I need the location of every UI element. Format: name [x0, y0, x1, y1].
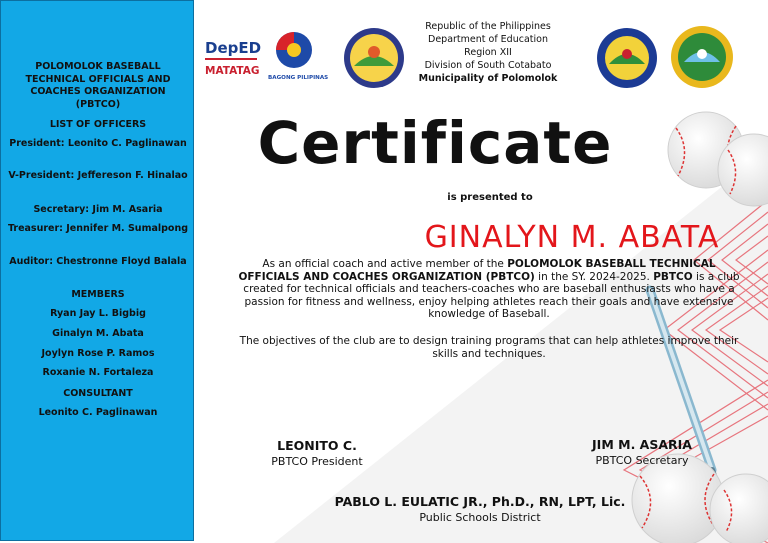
sidebar-org-name: POLOMOLOK BASEBALL TECHNICAL OFFICIALS AND COACHES ORGANIZATION (PBTCO)	[25, 61, 171, 110]
signatory-name: PABLO L. EULATIC JR., Ph.D., RN, LPT, Lic.	[334, 494, 626, 509]
signatory-right	[560, 437, 724, 468]
sidebar-member: Ryan Jay L. Bigbig	[50, 308, 146, 319]
sidebar-officer-president: President: Leonito C. Paglinawan	[9, 138, 187, 149]
body-text: in the SY. 2024-2025.	[534, 270, 654, 283]
bagong-pilipinas-logo	[268, 28, 329, 82]
signatory-bottom	[300, 494, 660, 525]
header-line: Republic of the Philippines	[425, 21, 551, 32]
sidebar-officer-auditor: Auditor: Chestronne Floyd Balala	[9, 256, 187, 267]
body-org-name: POLOMOLOK BASEBALL TECHNICAL OFFICIALS AND COACHES ORGANIZATION (PBTCO)	[238, 258, 716, 283]
sidebar-heading-members: MEMBERS	[71, 289, 125, 300]
sidebar-member: Ginalyn M. Abata	[52, 328, 144, 339]
signatory-name: JIM M. ASARIA	[592, 437, 692, 452]
recipient-name: GINALYN M. ABATA	[424, 220, 720, 255]
deped-division-seal	[340, 26, 408, 90]
svg-text:BAGONG PILIPINAS: BAGONG PILIPINAS	[268, 75, 329, 81]
sidebar-consultant: Leonito C. Paglinawan	[38, 407, 158, 418]
deped-logo	[203, 30, 262, 82]
presented-to-label: is presented to	[447, 192, 533, 203]
certificate-title: Certificate	[257, 109, 613, 177]
header-line: Region XII	[464, 47, 512, 58]
signatory-title: Public Schools District	[419, 511, 541, 524]
certificate-body	[236, 258, 742, 321]
svg-text:DepED: DepED	[205, 39, 262, 57]
body-org-abbr: PBTCO	[653, 270, 693, 283]
sidebar-heading-consultant: CONSULTANT	[63, 388, 133, 399]
svg-text:MATATAG: MATATAG	[205, 65, 260, 77]
sidebar-officer-vpresident: V-President: Jeffereson F. Hinalao	[8, 170, 188, 181]
sidebar-heading-officers: LIST OF OFFICERS	[49, 119, 147, 130]
sidebar-member: Roxanie N. Fortaleza	[42, 367, 154, 378]
issuer-header	[408, 20, 568, 85]
certificate-objectives: The objectives of the club are to design training programs that can help athletes improve their skills and techniques.	[239, 335, 739, 360]
sidebar-member: Joylyn Rose P. Ramos	[41, 348, 155, 359]
body-text: As an official coach and active member of the	[262, 258, 508, 270]
signatory-left	[232, 438, 402, 469]
polomolok-seal	[668, 24, 736, 90]
header-municipality: Municipality of Polomolok	[418, 73, 558, 84]
signatory-name: LEONITO C.	[277, 438, 357, 453]
header-line: Division of South Cotabato	[424, 60, 552, 71]
signatory-title: PBTCO President	[271, 455, 363, 468]
officers-sidebar	[0, 0, 194, 541]
sidebar-officer-secretary: Secretary: Jim M. Asaria	[33, 204, 163, 215]
body-text: is a club created for technical officials and teachers-coaches who are baseball enthusiasts who have a passion for fitness and wellness, enjoy helping athletes reach their goals and have extensive knowledge of Baseball.	[243, 270, 740, 321]
header-line: Department of Education	[428, 34, 548, 45]
south-cotabato-seal	[594, 26, 660, 90]
signatory-title: PBTCO Secretary	[595, 454, 689, 467]
sidebar-officer-treasurer: Treasurer: Jennifer M. Sumalpong	[7, 223, 189, 234]
